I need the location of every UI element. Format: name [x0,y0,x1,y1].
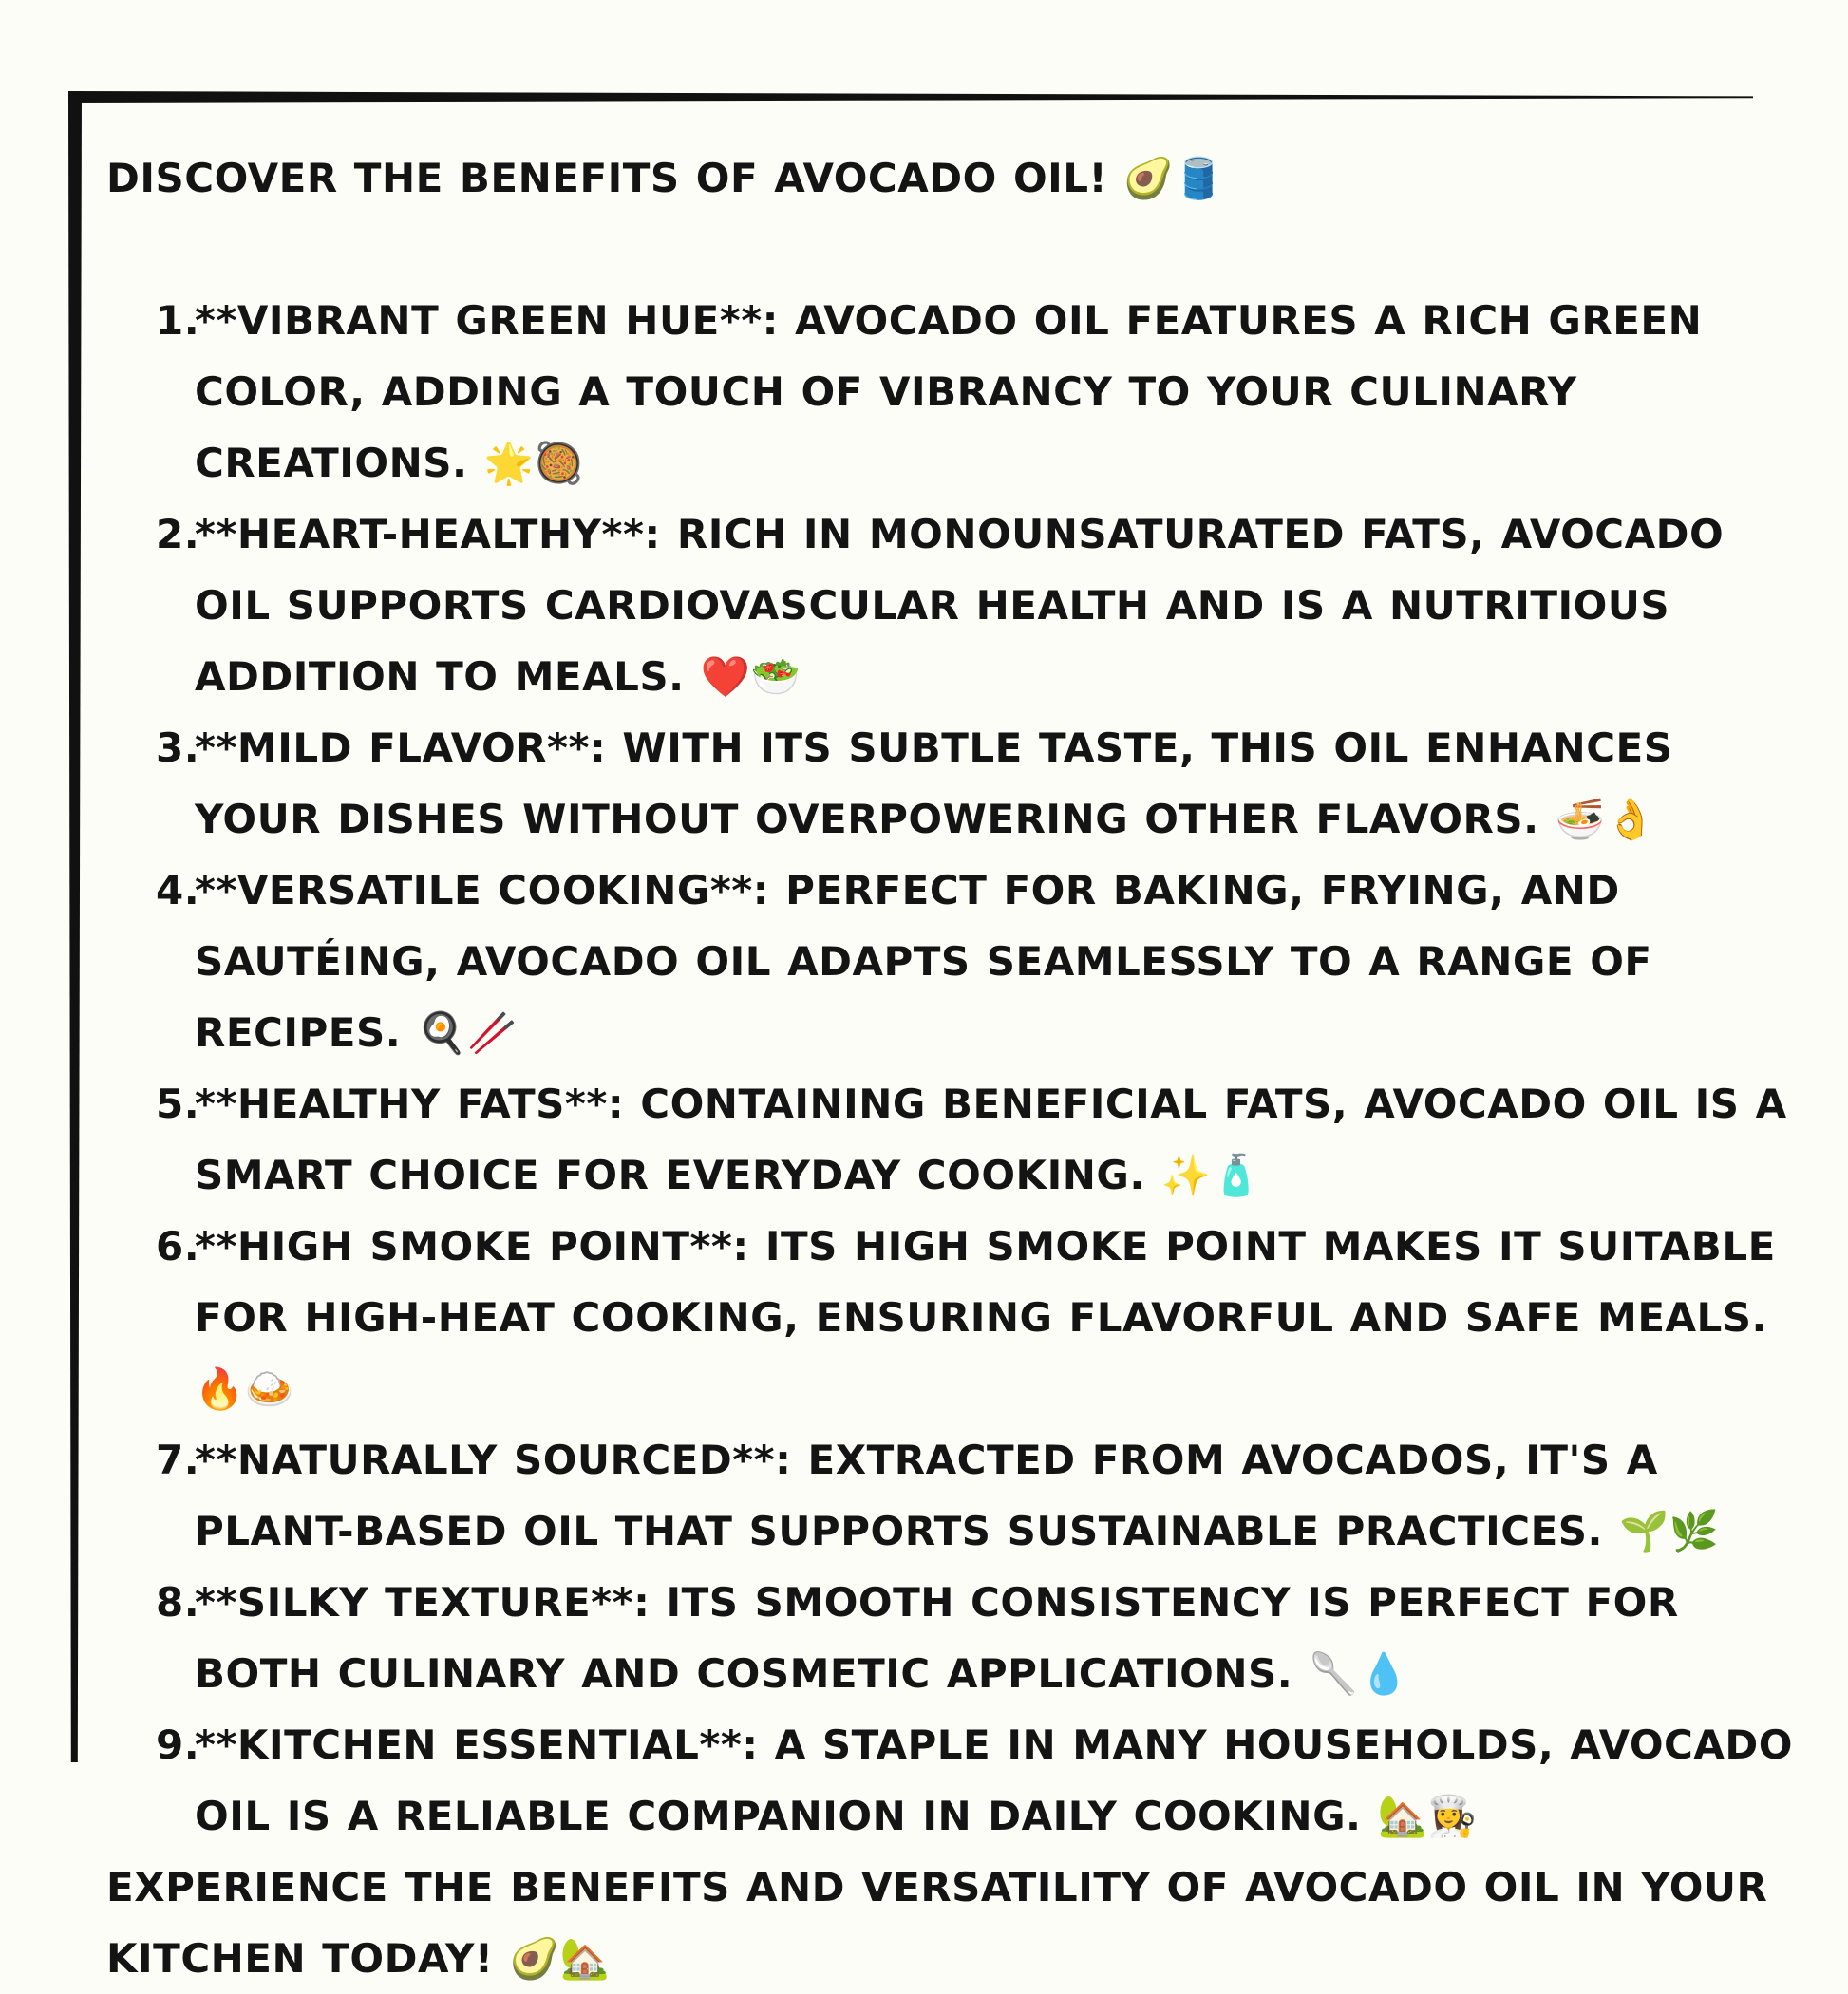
closing-line: EXPERIENCE THE BENEFITS AND VERSATILITY OF AVOCADO OIL IN YOUR KITCHEN TODAY! 🥑🏡 [106,1864,1768,1982]
list-item-number: 7. [156,1437,200,1483]
list-item [106,855,1797,1068]
list-item-text: **NATURALLY SOURCED**: EXTRACTED FROM AVOCADOS, IT'S A PLANT-BASED OIL THAT SUPPORTS SUSTAINABLE PRACTICES. 🌱🌿 [195,1437,1720,1554]
list-item-number: 5. [156,1081,200,1127]
list-item-number: 8. [156,1579,200,1626]
list-item-number: 4. [156,867,200,913]
list-item-number: 9. [156,1721,200,1768]
list-item-number: 3. [156,724,200,771]
list-item-number: 6. [156,1223,200,1270]
list-item-text: **HEART-HEALTHY**: RICH IN MONOUNSATURATED FATS, AVOCADO OIL SUPPORTS CARDIOVASCULAR HEALTH AND IS A NUTRITIOUS ADDITION TO MEALS. ❤️🥗 [195,511,1725,700]
page-title: DISCOVER THE BENEFITS OF AVOCADO OIL! 🥑🛢️ [106,155,1224,201]
document-body [106,142,1797,1994]
list-item-text: **VIBRANT GREEN HUE**: AVOCADO OIL FEATURES A RICH GREEN COLOR, ADDING A TOUCH OF VIBRANCY TO YOUR CULINARY CREATIONS. 🌟🥘 [195,297,1703,486]
list-item [106,498,1797,712]
benefits-list [106,285,1797,1852]
frame-top-border [68,91,1753,103]
list-item-text: **HIGH SMOKE POINT**: ITS HIGH SMOKE POINT MAKES IT SUITABLE FOR HIGH-HEAT COOKING, ENSURING FLAVORFUL AND SAFE MEALS. 🔥🍛 [195,1223,1776,1412]
list-item-text: **SILKY TEXTURE**: ITS SMOOTH CONSISTENCY IS PERFECT FOR BOTH CULINARY AND COSMETIC APPLICATIONS. 🥄💧 [195,1579,1679,1697]
list-item [106,1211,1797,1424]
list-item-text: **HEALTHY FATS**: CONTAINING BENEFICIAL FATS, AVOCADO OIL IS A SMART CHOICE FOR EVERYDAY COOKING. ✨🧴 [195,1081,1787,1198]
frame-left-border [68,91,82,1762]
list-item-number: 1. [156,297,200,344]
list-item-number: 2. [156,511,200,557]
list-item [106,1068,1797,1211]
list-item [106,1567,1797,1709]
list-item [106,1424,1797,1567]
list-item-text: **MILD FLAVOR**: WITH ITS SUBTLE TASTE, THIS OIL ENHANCES YOUR DISHES WITHOUT OVERPOWERING OTHER FLAVORS. 🍜👌 [195,724,1673,842]
list-item-text: **VERSATILE COOKING**: PERFECT FOR BAKING, FRYING, AND SAUTÉING, AVOCADO OIL ADAPTS SEAMLESSLY TO A RANGE OF RECIPES. 🍳🥢 [195,867,1652,1056]
list-item-text: **KITCHEN ESSENTIAL**: A STAPLE IN MANY HOUSEHOLDS, AVOCADO OIL IS A RELIABLE COMPANION IN DAILY COOKING. 🏡👩‍🍳 [195,1721,1793,1839]
list-item [106,1709,1797,1852]
blank-line [106,214,1797,285]
list-item [106,712,1797,855]
list-item [106,285,1797,498]
